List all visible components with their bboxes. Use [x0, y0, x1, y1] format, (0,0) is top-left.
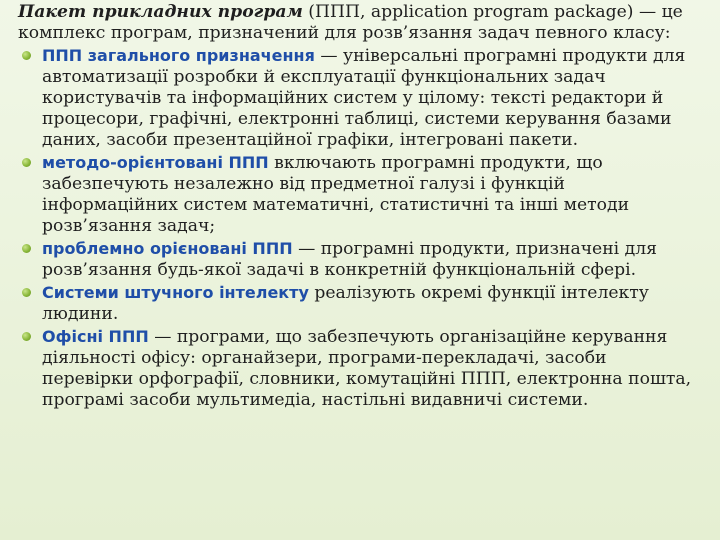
- bullet-dot-icon: [22, 244, 31, 253]
- bullet-dot-icon: [22, 288, 31, 297]
- item-text: — універсальні програмні продукти для автоматизації розробки й експлуатації функціональних задач користувачів та інформаційних систем у цілому: тексті редактори й процесори, графічні, електронні таблиці, системи керування базами даних, засоби презентаційної графіки, інтегровані пакети.: [42, 46, 686, 150]
- list-item: [14, 238, 698, 281]
- item-text: — програмні продукти, призначені для розв’язання будь-якої задачі в конкретній функціональній сфері.: [42, 239, 657, 280]
- item-keyword: проблемно орієновані ППП: [42, 239, 293, 258]
- item-keyword: Офісні ППП: [42, 327, 149, 346]
- list-item: [14, 326, 698, 411]
- intro-paragraph: [14, 2, 698, 44]
- item-keyword: Системи штучного інтелекту: [42, 283, 309, 302]
- slide-content: [14, 2, 698, 412]
- item-keyword: ППП загального призначення: [42, 46, 315, 65]
- bullet-dot-icon: [22, 51, 31, 60]
- intro-term: Пакет прикладних програм: [18, 2, 303, 22]
- list-item: [14, 45, 698, 151]
- item-text: — програми, що забезпечують організаційне керування діяльності офісу: органайзери, програми-перекладачі, засоби перевірки орфографії, словники, комутаційні ППП, електронна пошта, програмі засоби мультимедіа, настільні видавничі системи.: [42, 327, 692, 410]
- list-item: [14, 152, 698, 237]
- item-text: реалізують окремі функції інтелекту людини.: [42, 283, 649, 324]
- intro-text: (ППП, application program package) — це комплекс програм, призначений для розв’язання задач певного класу:: [18, 2, 683, 43]
- item-keyword: методо-орієнтовані ППП: [42, 153, 269, 172]
- bullet-dot-icon: [22, 158, 31, 167]
- bullet-dot-icon: [22, 332, 31, 341]
- list-item: [14, 282, 698, 325]
- item-text: включають програмні продукти, що забезпечують незалежно від предметної галузі і функцій інформаційних систем математичні, статистичні та інші методи розв’язання задач;: [42, 153, 630, 236]
- bullet-list: [14, 45, 698, 411]
